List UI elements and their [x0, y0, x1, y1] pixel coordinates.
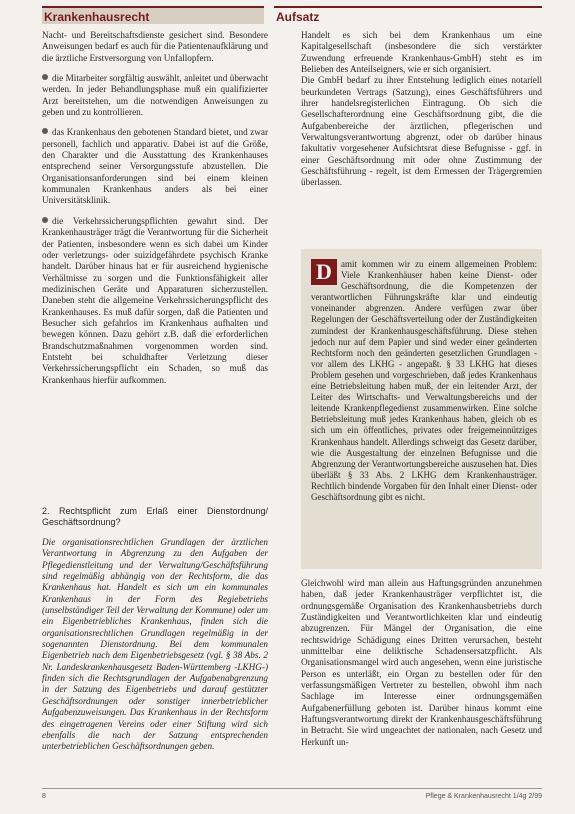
bullet-item — [42, 127, 268, 206]
category-label — [274, 6, 542, 24]
bullet-icon — [42, 128, 48, 134]
paragraph: Die GmbH bedarf zu ihrer Entstehung lediglich eines notariell beurkundeten Vertrags (Satzung), eines Geschäftsführers und ihrer handelsregisterlichen Eintragung. Ob sich die Gesellschafterordnung eine Geschäftsordnung gibt, die die Aufgabenbereiche der ärztlichen, pflegerischen und Verwaltungsverantwortung abgrenzt, oder ob darüber hinaus fakultativ vorgesehener Aufsichtsrat diese Befugnisse - ggf. in einer Geschäftsordnung mit oder ohne Zustimmung der Geschäftsführung - regelt, ist dem Ermessen der Trägergremien überlassen. — [301, 75, 542, 188]
bullet-text: die Verkehrssicherungspflichten gewahrt sind. Der Krankenhausträger trägt die Verantwortung für die Sicherheit der Patienten, insbesondere wenn es sich dabei um Kinder oder verletzungs- oder suizidgefährdete psychisch Kranke handelt. Darüber hinaus hat er für ausreichend hygienische Verhältnisse zu sorgen und die Funktionsfähigkeit aller medizinischen Geräte und Apparaturen sicherzustellen. Daneben steht die allgemeine Verkehrssicherungspflicht des Krankenhauses. Es muß dafür sorgen, daß die Patienten und Besucher sich gefahrlos im Krankenhaus aufhalten und bewegen können. Dazu gehört z.B. daß die erforderlichen Brandschutzmaßnahmen vorgenommen worden sind. Entsteht bei schuldhafter Verletzung dieser Verkehrssicherungspflicht ein Schaden, so muß das Krankenhaus hierfür aufkommen. — [42, 215, 268, 385]
paragraph: Handelt es sich bei dem Krankenhaus um eine Kapitalgesellschaft (insbesondere die sich verstärkter Zuwendung erfreuende Krankenhaus-GmbH) steht es im Belieben des Anteilseigners, wie er sich organisiert. — [301, 30, 542, 75]
paragraph: Die organisationsrechtlichen Grundlagen der ärztlichen Verantwortung in Abgrenzung zu den Aufgaben der Pflegedienstleitung und der Verwaltung/Geschäftsführung sind regelmäßig abhängig von der Rechtsform, die das Krankenhaus hat. Handelt es sich um ein kommunales Krankenhaus in der Form des Regiebetriebs (unselbständiger Teil der Verwaltung der Kommune) oder um ein Eigenbetriebliches Krankenhaus, finden sich die organisationsrechtlichen Grundlagen regelmäßig in der sogenannten Dienstordnung. Bei dem kommunalen Eigenbetrieb nach dem Eigenbetriebsgesetz (vgl. § 38 Abs. 2 Nr. Landeskrankenhausgesetz Baden-Württemberg -LKHG-) finden sich die Rechtsgrundlagen der Aufgabenabgrenzung in der Satzung des Eigenbetriebs und darauf gestützter Geschäftsordnungen oder sonstiger innerbetrieblicher Aufgabenzuweisungen. Das Krankenhaus in der Rechtsform des eingetragenen Vereins oder einer Stiftung wird sich ebenfalls die nach der Satzung entsprechenden unterbetrieblichen Geschäftsordnungen geben. — [42, 537, 269, 752]
drop-cap: D — [311, 259, 337, 285]
highlight-box — [301, 249, 542, 569]
paragraph: Gleichwohl wird man allein aus Haftungsgründen anzunehmen haben, daß jeder Krankenhausträger verpflichtet ist, die ordnungsgemäße Organisation des Krankenhausbetriebs durch Zuständigkeiten und Verantwortlichkeiten klar und eindeutig abzugrenzen. Für Mängel der Organisation, die eine rechtswidrige Schädigung eines Dritten verursachen, besteht unmittelbar eine deliktische Schadensersatzpflicht. Als Organisationsmangel wird auch angesehen, wenn eine juristische Person es unterläßt, ein Organ zu bestellen oder für den verfassungsmäßigen Vertreter zu bestellen, obwohl ihm nach Sachlage im Interesse einer ordnungsgemäßen Aufgabenerfüllung geboten ist. Darüber hinaus kommt eine Haftungsverantwortung direkt der Krankenhausgeschäftsführung in Betracht. Sie wird ungeachtet der nationalen, nach Gesetz und Herkunft un- — [301, 578, 542, 747]
left-column-top — [42, 30, 268, 395]
right-column-top — [301, 30, 542, 198]
section-title: Krankenhausrecht — [44, 10, 150, 24]
bullet-icon — [42, 74, 48, 80]
bullet-item — [42, 73, 268, 118]
right-column-bottom — [301, 578, 542, 757]
page-header — [42, 6, 542, 24]
page-footer — [42, 788, 542, 803]
highlight-box-text — [311, 259, 537, 503]
box-body: amit kommen wir zu einem allgemeinen Problem: Viele Krankenhäuser haben keine Dienst- oder Geschäftsordnung, die die Kompetenzen der verantwortlichen Führungskräfte klar und eindeutig voneinander abgrenzen. Andere verfügen zwar über Regelungen der Geschäftsverteilung oder der Zuständigkeiten zumindest der Krankenhausgeschäftsführung. Diese stehen jedoch nur auf dem Papier und sind weder einer geänderten Rechtsform noch den geänderten gesetzlichen Grundlagen - vor allem des LKHG - angepaßt. § 33 LKHG hat dieses Problem gesehen und vorgeschrieben, daß jedes Krankenhaus eine Betriebsleitung haben muß, der ein leitender Arzt, der Leiter des Wirtschafts- und Verwaltungsbereichs und der leitende Krankenpflegedienst zusammenwirken. Eine solche Betriebsleitung muß jedes Krankenhaus haben, gleich ob es sich um ein öffentliches, privates oder freigemeinnütziges Krankenhaus handelt. Allerdings schweigt das Gesetz darüber, wie die Ausgestaltung der einzelnen Befugnisse und die Abgrenzung der Verantwortungsbereiche auszusehen hat. Dies überläßt § 33 Abs. 2 LKHG dem Krankenhausträger. Rechtlich bindende Vorgaben für den Inhalt einer Dienst- oder Geschäftsordnung gibt es nicht. — [311, 259, 537, 502]
section-heading: 2. Rechtspflicht zum Erlaß einer Dienstordnung/ Geschäftsordnung? — [42, 506, 268, 527]
bullet-text: das Krankenhaus den gebotenen Standard bietet, und zwar personell, fachlich und apparativ. Dabei ist auf die Größe, den Charakter und die Ausstattung des Krankenhauses entsprechend seiner Versorgungsstufe abzustellen. Die Organisationsanforderungen sind bei einem kleinen kommunalen Krankenhaus anders als bei einer Universitätsklinik. — [42, 127, 268, 206]
category-title: Aufsatz — [276, 10, 320, 24]
bullet-text: die Mitarbeiter sorgfältig auswählt, anleitet und überwacht werden. In jeder Behandlungsphase muß ein qualifizierter Arzt bereitstehen, um die notwendigen Anweisungen zu geben und zu kontrollieren. — [42, 73, 268, 118]
left-column-bottom — [42, 506, 268, 762]
section-label — [42, 6, 264, 24]
publication-source: Pflege & Krankenhausrecht 1/4g 2/99 — [425, 793, 542, 800]
bullet-icon — [42, 217, 48, 223]
page-number: 8 — [42, 793, 46, 800]
bullet-item — [42, 216, 268, 386]
paragraph: Nacht- und Bereitschaftsdienste gesichert sind. Besondere Anweisungen bedarf es auch für die Patientenaufklärung und die ärztliche Erstversorgung von Unfallopfern. — [42, 30, 268, 63]
